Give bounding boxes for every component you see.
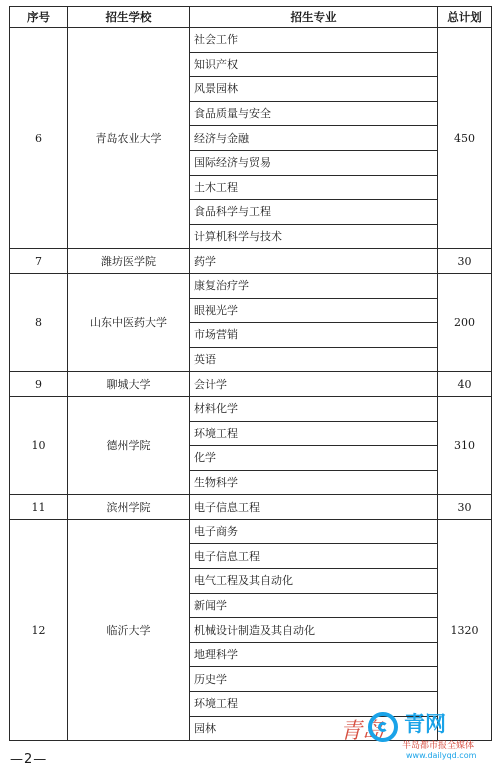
table-row	[10, 396, 492, 421]
table-row	[10, 28, 492, 53]
total-plan: 30	[438, 249, 492, 274]
major-name: 药学	[190, 249, 438, 274]
school-name: 滨州学院	[68, 495, 190, 520]
major-name: 计算机科学与技术	[190, 224, 438, 249]
major-name: 食品质量与安全	[190, 101, 438, 126]
major-name: 环境工程	[190, 421, 438, 446]
school-number: 10	[10, 396, 68, 494]
major-name: 历史学	[190, 667, 438, 692]
school-number: 6	[10, 28, 68, 249]
major-name: 土木工程	[190, 175, 438, 200]
watermark-url: www.dailyqd.com	[406, 751, 477, 760]
major-name: 食品科学与工程	[190, 200, 438, 225]
header-school: 招生学校	[68, 7, 190, 28]
total-plan: 40	[438, 372, 492, 397]
major-name: 经济与金融	[190, 126, 438, 151]
total-plan: 1320	[438, 519, 492, 740]
school-name: 山东中医药大学	[68, 273, 190, 371]
table-row	[10, 249, 492, 274]
table-row	[10, 372, 492, 397]
major-name: 电子信息工程	[190, 544, 438, 569]
table-row	[10, 495, 492, 520]
watermark-tagline: 半岛都市报全媒体	[402, 741, 475, 751]
major-name: 机械设计制造及其自动化	[190, 618, 438, 643]
watermark-swirl-icon	[368, 712, 398, 742]
header-plan: 总计划	[438, 7, 492, 28]
school-name: 聊城大学	[68, 372, 190, 397]
major-name: 知识产权	[190, 52, 438, 77]
school-name: 德州学院	[68, 396, 190, 494]
school-number: 8	[10, 273, 68, 371]
major-name: 电子商务	[190, 519, 438, 544]
table-row	[10, 519, 492, 544]
major-name: 生物科学	[190, 470, 438, 495]
school-number: 7	[10, 249, 68, 274]
major-name: 园林	[190, 716, 438, 741]
total-plan: 30	[438, 495, 492, 520]
page-number: —2—	[10, 752, 48, 767]
watermark-brand: 青网	[404, 712, 446, 736]
major-name: 英语	[190, 347, 438, 372]
school-number: 11	[10, 495, 68, 520]
school-number: 9	[10, 372, 68, 397]
major-name: 社会工作	[190, 28, 438, 53]
major-name: 国际经济与贸易	[190, 150, 438, 175]
total-plan: 450	[438, 28, 492, 249]
major-name: 市场营销	[190, 323, 438, 348]
major-name: 化学	[190, 446, 438, 471]
major-name: 电子信息工程	[190, 495, 438, 520]
total-plan: 310	[438, 396, 492, 494]
table-body	[10, 28, 492, 741]
header-major: 招生专业	[190, 7, 438, 28]
major-name: 环境工程	[190, 692, 438, 717]
table-row	[10, 273, 492, 298]
major-name: 地理科学	[190, 642, 438, 667]
major-name: 风景园林	[190, 77, 438, 102]
major-name: 新闻学	[190, 593, 438, 618]
major-name: 眼视光学	[190, 298, 438, 323]
admissions-table	[9, 6, 492, 741]
school-number: 12	[10, 519, 68, 740]
header-num: 序号	[10, 7, 68, 28]
table-header	[10, 7, 492, 28]
major-name: 电气工程及其自动化	[190, 569, 438, 594]
watermark-brush-text: 青岛	[340, 719, 385, 744]
watermark	[340, 706, 496, 770]
major-name: 会计学	[190, 372, 438, 397]
school-name: 青岛农业大学	[68, 28, 190, 249]
school-name: 潍坊医学院	[68, 249, 190, 274]
total-plan: 200	[438, 273, 492, 371]
major-name: 材料化学	[190, 396, 438, 421]
major-name: 康复治疗学	[190, 273, 438, 298]
school-name: 临沂大学	[68, 519, 190, 740]
